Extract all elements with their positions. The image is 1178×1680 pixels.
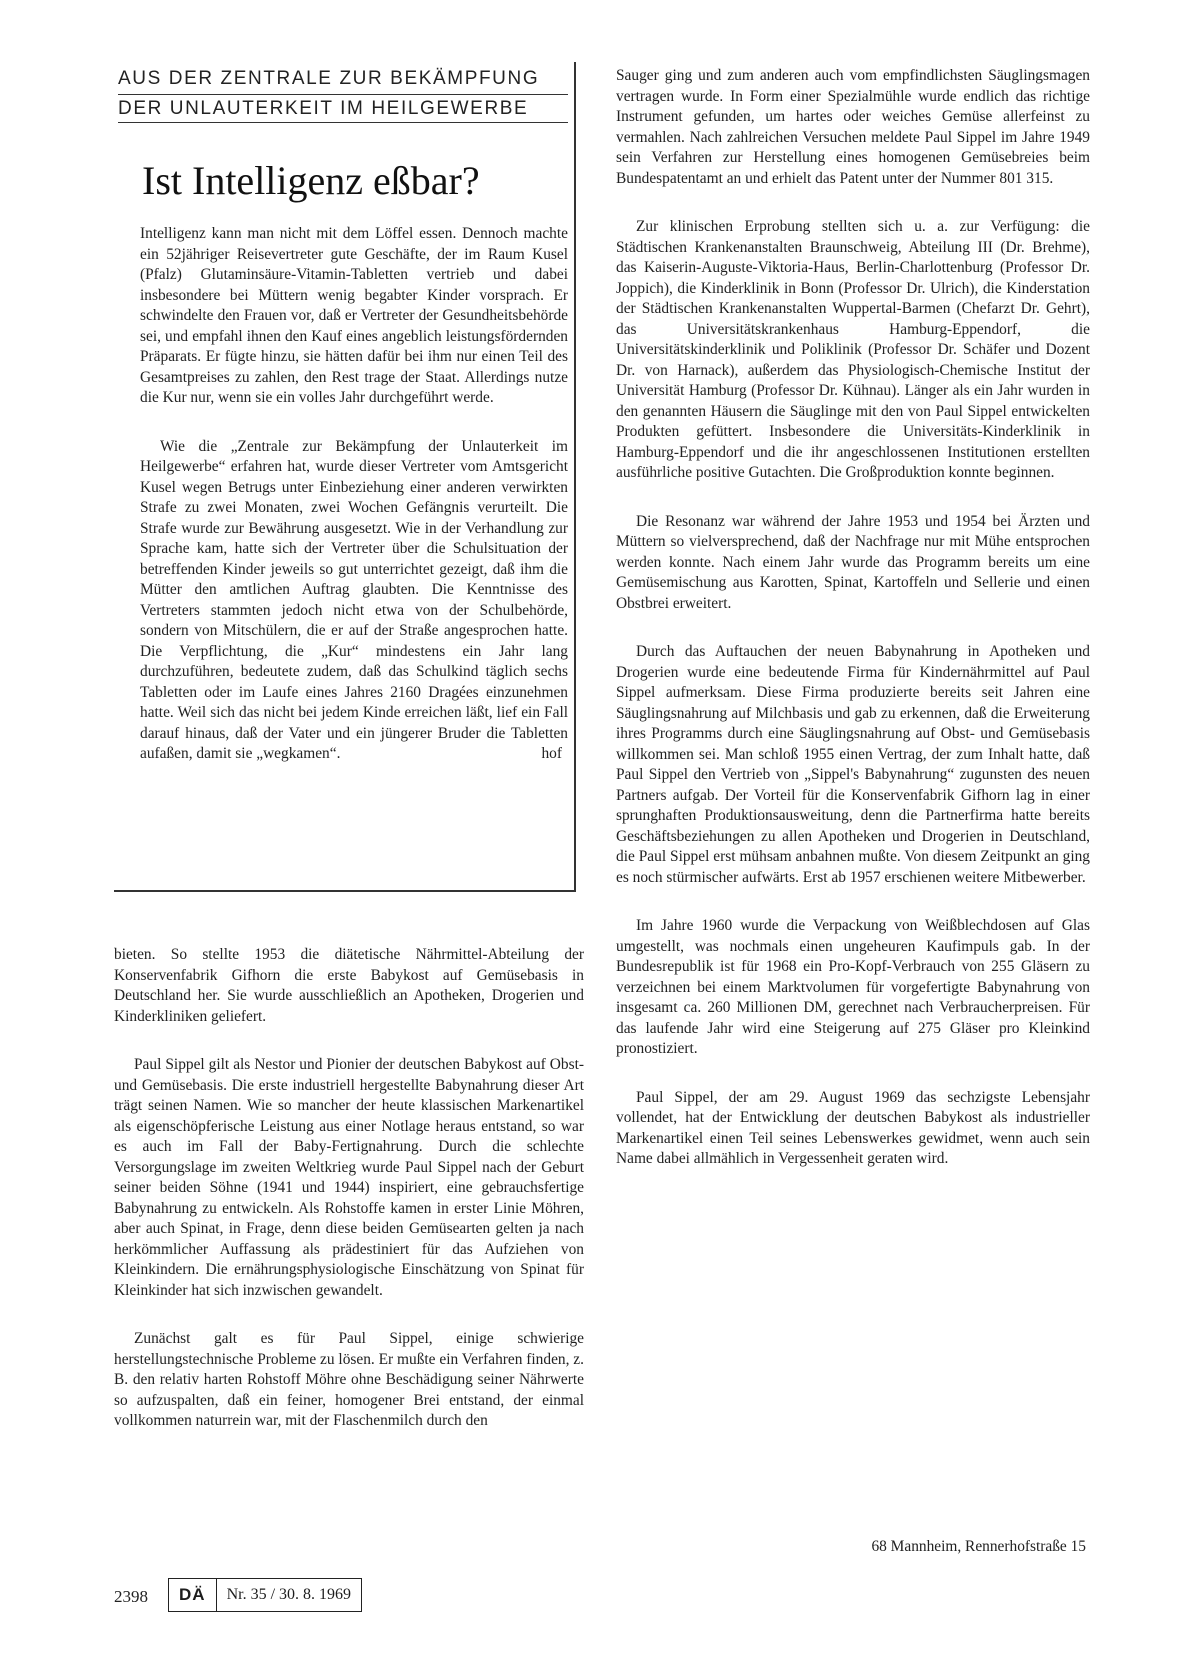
right-paragraph-1: Sauger ging und zum anderen auch vom empfindlichsten Säuglingsmagen vertragen wurde. In Form einer Spezialmühle wurde endlich das richtige Instrument gefunden, um hartes oder weiches Gemüse allerfeinst zu vermahlen. Nach zahlreichen Versuchen meldete Paul Sippel im Jahre 1949 sein Verfahren zur Herstellung eines homogenen Gemüsebreies beim Bundespatentamt an und erhielt das Patent unter der Nummer 801 315. — [616, 67, 1090, 187]
right-paragraph-6: Paul Sippel, der am 29. August 1969 das sechzigste Lebensjahr vollendet, hat der Entwicklung der deutschen Babykost als industrieller Markenartikel einen Teil seines Lebenswerkes gewidmet, wenn auch sein Name dabei allmählich in Vergessenheit geraten wird. — [616, 1088, 1090, 1167]
author-address: 68 Mannheim, Rennerhofstraße 15 — [871, 1538, 1086, 1555]
box-paragraph-2 — [140, 437, 568, 765]
section-kicker-line-2: DER UNLAUTERKEIT IM HEILGEWERBE — [118, 98, 529, 119]
kicker-rule-2 — [118, 122, 568, 123]
right-paragraph-5: Im Jahre 1960 wurde die Verpackung von Weißblechdosen auf Glas umgestellt, was nochmals einen ungeheuren Kaufimpuls gab. In der Bundesrepublik ist für 1968 ein Pro-Kopf-Verbrauch von 255 Gläsern zu verzeichnen bei einem Marktvolumen für vorgefertigte Babynahrung von insgesamt ca. 260 Millionen DM, gerechnet nach Verbraucherpreisen. Für das laufende Jahr wird eine Steigerung auf 275 Gläser pro Kleinkind pronostiziert. — [616, 917, 1090, 1057]
right-paragraph-4: Durch das Auftauchen der neuen Babynahrung in Apotheken und Drogerien wurde eine bedeutende Firma für Kindernährmittel auf Paul Sippel aufmerksam. Diese Firma produzierte bereits seit Jahren eine Säuglingsnahrung auf Milchbasis und gab zu erkennen, daß die Erweiterung ihres Programms durch eine Säuglingsnahrung auf Obst- und Gemüsebasis willkommen sei. Man schloß 1955 einen Vertrag, der zum Inhalt hatte, daß Paul Sippel den Vertrieb von „Sippel's Babynahrung“ zugunsten des neuen Partners aufgab. Der Vorteil für die Konservenfabrik Gifhorn lag in einer sprunghaften Produktionsausweitung, denn die Partnerfirma hatte bereits Geschäftsbeziehungen zu allen Apotheken und Drogerien in Deutschland, die Paul Sippel erst mühsam anbahnen mußte. Von diesem Zeitpunkt an ging es noch stürmischer aufwärts. Erst ab 1957 erschienen weitere Mitbewerber. — [616, 643, 1090, 886]
issue-info: Nr. 35 / 30. 8. 1969 — [226, 1586, 352, 1603]
box-paragraph-1: Intelligenz kann man nicht mit dem Löffel essen. Dennoch machte ein 52jähriger Reisevertreter gute Geschäfte, der im Raum Kusel (Pfalz) Glutaminsäure-Vitamin-Tabletten vertrieb und dabei insbesondere bei Müttern wenig begabter Kinder vorsprach. Er schwindelte den Frauen vor, daß er Vertreter der Gesundheitsbehörde sei, und empfahl ihnen den Kauf eines angeblich leistungsfördernden Präparats. Er fügte hinzu, sie hätten dafür bei ihm nur einen Teil des Gesamtpreises zu zahlen, den Rest trage der Staat. Allerdings nutze die Kur nur, wenn sie ein volles Jahr durchgeführt werde. — [140, 225, 568, 406]
right-paragraph-2: Zur klinischen Erprobung stellten sich u. a. zur Verfügung: die Städtischen Krankenanstalten Braunschweig, Abteilung III (Dr. Brehme), das Kaiserin-Auguste-Viktoria-Haus, Berlin-Charlottenburg (Professor Dr. Joppich), die Kinderklinik in Bonn (Professor Dr. Ulrich), die Kinderstation der Städtischen Krankenanstalten Wuppertal-Barmen (Chefarzt Dr. Gehrt), das Universitätskrankenhaus Hamburg-Eppendorf, die Universitätskinderklinik und Poliklinik (Professor Dr. Schäfer und Dozent Dr. von Harnack), außerdem das Physiologisch-Chemische Institut der Universität Hamburg (Professor Dr. Kühnau). Länger als ein Jahr wurden in den genannten Häusern die Säuglinge mit den von Paul Sippel entwickelten Produkten gefüttert. Insbesondere die Universitäts-Kinderklinik in Hamburg-Eppendorf und die ihr angeschlossenen Institutionen erstellten ausführliche positive Gutachten. Die Großproduktion konnte beginnen. — [616, 218, 1090, 481]
journal-footer-box — [168, 1578, 362, 1612]
left-column-body — [114, 945, 584, 1432]
right-column-body — [616, 66, 1090, 1170]
journal-logo: DÄ — [169, 1579, 217, 1611]
author-signoff: hof — [541, 745, 562, 762]
left-paragraph-1: bieten. So stellte 1953 die diätetische Nährmittel-Abteilung der Konservenfabrik Gifhorn die erste Babykost auf Gemüsebasis in Deutschland her. Sie wurde ausschließlich an Apotheken, Drogerien und Kinderkliniken geliefert. — [114, 946, 584, 1025]
left-paragraph-2: Paul Sippel gilt als Nestor und Pionier der deutschen Babykost auf Obst- und Gemüsebasis. Die erste industriell hergestellte Babynahrung dieser Art trägt seinen Namen. Wie so mancher der heute klassischen Markenartikel als eigenschöpferische Leistung aus einer Notlage heraus entstand, so war es auch im Fall der Baby-Fertignahrung. Durch die schlechte Versorgungslage im zweiten Weltkrieg wurde Paul Sippel nach der Geburt seiner beiden Söhne (1941 und 1944) inspiriert, eine gebrauchsfertige Babynahrung zu entwickeln. Als Rohstoffe kamen in erster Linie Möhren, aber auch Spinat, in Frage, denn diese beiden Gemüsearten gelten ja nach herkömmlicher Auffassung als prädestiniert für das Aufziehen von Kleinkindern. Die ernährungsphysiologische Einschätzung von Spinat für Kleinkinder hat sich inzwischen gewandelt. — [114, 1056, 584, 1299]
box-paragraph-2-text: Wie die „Zentrale zur Bekämpfung der Unlauterkeit im Heilgewerbe“ erfahren hat, wurde dieser Vertreter vom Amtsgericht Kusel wegen Betrugs unter Einbeziehung einer anderen verwirkten Strafe zu zwei Monaten, zwei Wochen Gefängnis verurteilt. Die Strafe wurde zur Bewährung ausgesetzt. Wie in der Verhandlung zur Sprache kam, hatte sich der Vertreter über die Schulsituation der betreffenden Kinder jeweils so gut unterrichtet gezeigt, daß ihm die Mütter den amtlichen Auftrag glaubten. Die Kenntnisse des Vertreters stammten jedoch nicht etwa von der Schulbehörde, sondern von Mitschülern, die er auf der Straße angesprochen hatte. Die Verpflichtung, die „Kur“ mindestens ein Jahr lang durchzuführen, bedeutete zudem, daß das Schulkind täglich sechs Tabletten oder im Laufe eines Jahres 2160 Dragées einzunehmen hatte. Weil sich das nicht bei jedem Kinde erreichen läßt, lief ein Fall darauf hinaus, daß der Vater und ein jüngerer Bruder die Tabletten aufaßen, damit sie „wegkamen“. — [140, 437, 568, 762]
article-title: Ist Intelligenz eßbar? — [142, 158, 480, 203]
page-number: 2398 — [114, 1587, 148, 1606]
section-kicker-line-1: AUS DER ZENTRALE ZUR BEKÄMPFUNG — [118, 68, 540, 89]
left-paragraph-3: Zunächst galt es für Paul Sippel, einige schwierige herstellungstechnische Probleme zu lösen. Er mußte ein Verfahren finden, z. B. den relativ harten Rohstoff Möhre ohne Beschädigung seiner Nährwerte so aufzuspalten, daß ein feiner, homogener Brei entstand, der einmal vollkommen naturrein war, mit der Flaschenmilch durch den — [114, 1330, 584, 1429]
right-paragraph-3: Die Resonanz war während der Jahre 1953 und 1954 bei Ärzten und Müttern so vielversprechend, daß der Nachfrage nur mit Mühe entsprochen werden konnte. Nach einem Jahr wurde das Programm bereits um eine Gemüsemischung aus Karotten, Spinat, Kartoffeln und Sellerie und einen Obstbrei erweitert. — [616, 512, 1090, 612]
boxed-article-body — [140, 224, 568, 765]
kicker-rule-1 — [118, 94, 568, 95]
